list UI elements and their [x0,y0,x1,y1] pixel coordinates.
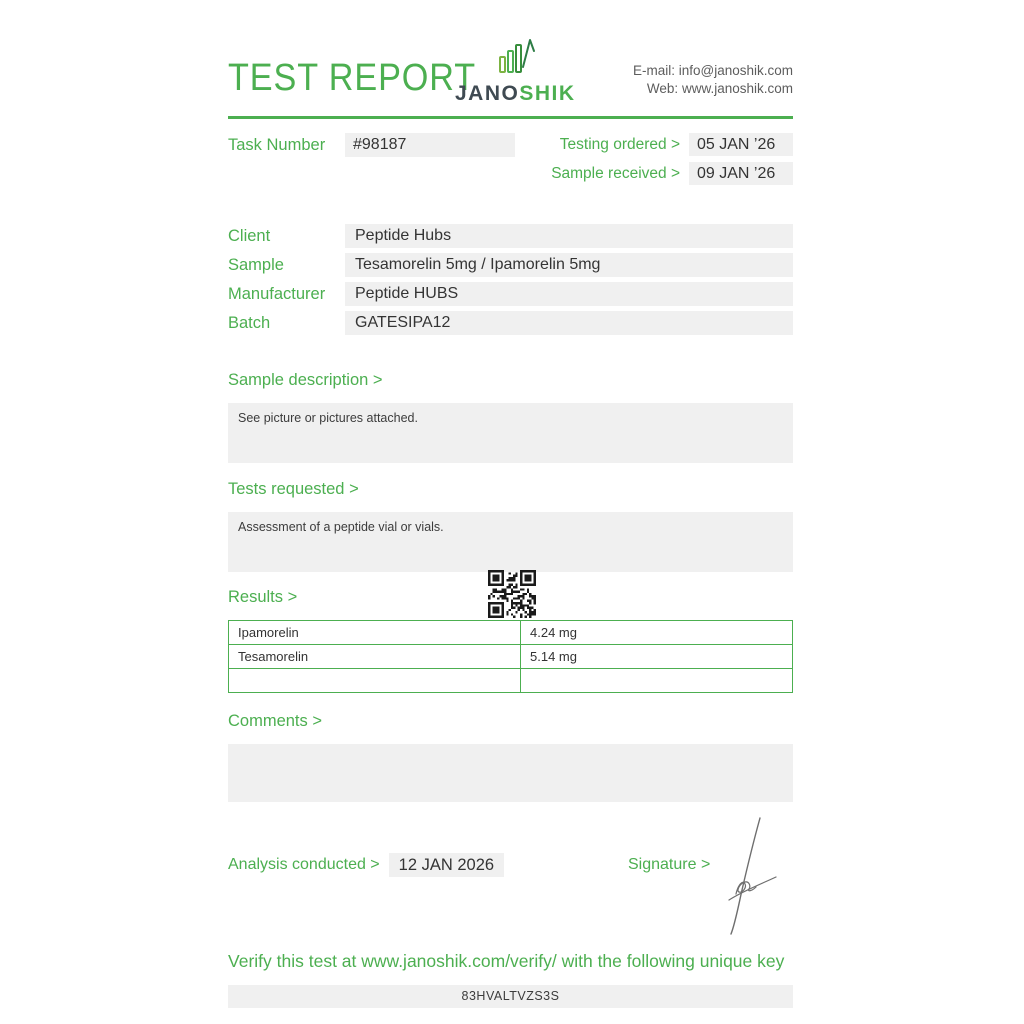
table-row [229,669,793,693]
email-row [633,62,793,80]
result-value [521,669,793,693]
header-divider [228,116,793,119]
comments-heading: Comments > [228,712,322,730]
qr-code [488,570,536,618]
logo-wordmark [455,82,575,106]
web-value: www.janoshik.com [681,80,793,96]
sample-description-heading: Sample description > [228,371,383,389]
results-table [228,620,793,693]
email-label: E-mail: [632,63,675,78]
manufacturer-label: Manufacturer [228,284,326,303]
details-block [228,224,793,340]
logo-text-jano: JANO [455,82,520,105]
page-title: TEST REPORT [228,57,477,99]
task-number-value: #98187 [345,133,515,157]
analysis-conducted-label: Analysis conducted > [228,856,380,873]
tests-requested-heading: Tests requested > [228,480,359,498]
logo-text-shik: SHIK [519,82,576,105]
web-row [633,80,793,98]
sample-received-row [228,162,793,185]
manufacturer-value: Peptide HUBS [345,282,793,306]
sample-received-value: 09 JAN ’26 [689,162,793,185]
tests-requested-text: Assessment of a peptide vial or vials. [238,520,444,534]
testing-ordered-label: Testing ordered > [559,135,680,153]
bar-chart-growth-icon [492,63,538,80]
client-label: Client [228,226,271,245]
janoshik-logo [455,36,575,106]
sample-value: Tesamorelin 5mg / Ipamorelin 5mg [345,253,793,277]
results-heading: Results > [228,588,298,606]
detail-row-manufacturer [228,282,793,306]
sample-description-text: See picture or pictures attached. [238,411,418,425]
client-value: Peptide Hubs [345,224,793,248]
result-name: Tesamorelin [229,645,521,669]
detail-row-batch [228,311,793,335]
analysis-conducted-value: 12 JAN 2026 [389,853,504,877]
sample-label: Sample [228,255,284,274]
testing-ordered-row [228,133,793,156]
testing-ordered-value: 05 JAN ’26 [689,133,793,156]
result-value: 5.14 mg [521,645,793,669]
web-label: Web: [646,80,679,96]
contact-block [633,62,793,97]
result-name: Ipamorelin [229,621,521,645]
batch-label: Batch [228,313,271,332]
comments-box [228,744,793,802]
result-name [229,669,521,693]
detail-row-client [228,224,793,248]
email-value: info@janoshik.com [678,63,793,78]
sample-received-label: Sample received > [551,164,680,182]
tests-requested-box [228,512,793,572]
analysis-conducted-row [228,853,504,877]
signature-image [703,814,788,941]
task-number-label: Task Number [228,135,326,154]
signature-label: Signature > [628,856,711,873]
table-row [229,621,793,645]
table-row [229,645,793,669]
detail-row-sample [228,253,793,277]
sample-description-box [228,403,793,463]
batch-value: GATESIPA12 [345,311,793,335]
unique-key-value: 83HVALTVZS3S [228,985,793,1008]
verify-text: Verify this test at www.janoshik.com/verify/ with the following unique key [228,951,785,971]
result-value: 4.24 mg [521,621,793,645]
